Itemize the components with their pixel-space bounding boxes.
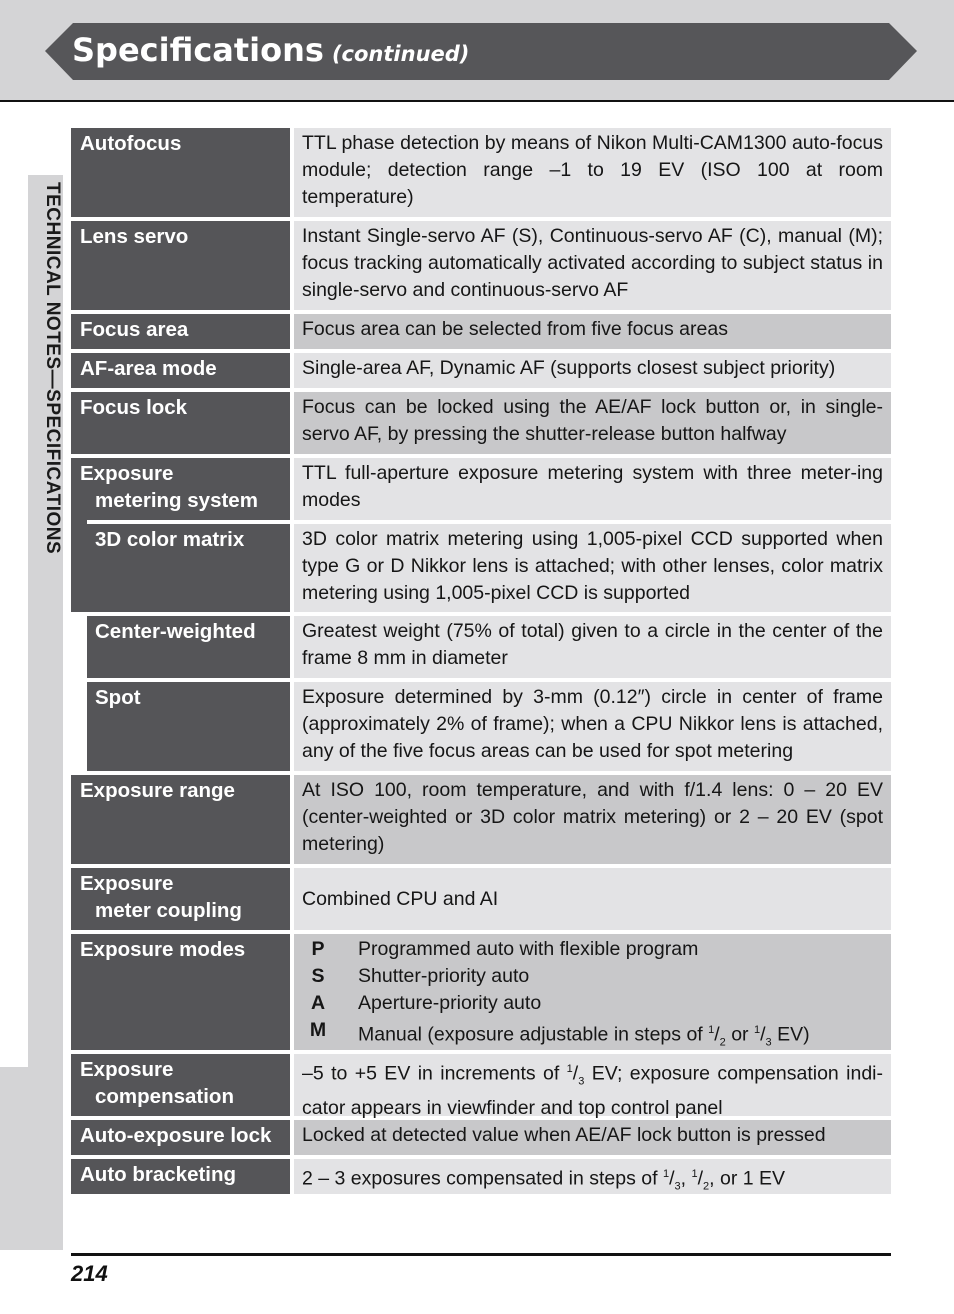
text-fragment: ,: [680, 1167, 692, 1190]
row-value: TTL full-aperture exposure metering system with three meter-ing modes: [294, 458, 891, 520]
fraction-numerator: 1: [708, 1024, 715, 1036]
text-fragment: EV): [771, 1023, 810, 1046]
text-fragment: 2 – 3 exposures compensated in steps of: [302, 1167, 663, 1190]
table-row: [71, 128, 891, 217]
side-tab-label: TECHNICAL NOTES—SPECIFICATIONS: [42, 182, 63, 555]
mode-letter: M: [309, 1019, 327, 1041]
row-value: Locked at detected value when AE/AF lock button is pressed: [294, 1120, 891, 1155]
row-label-spine: [71, 520, 87, 612]
row-label: Autofocus: [71, 128, 290, 217]
row-value: Single-area AF, Dynamic AF (supports closest subject priority): [294, 353, 891, 388]
row-label: [71, 868, 290, 930]
row-label-line: Exposure: [80, 1058, 174, 1081]
mode-description: Manual (exposure adjustable in steps of $^1/_2$ or $^1/_3$ EV): [358, 1023, 810, 1049]
row-value: Exposure determined by 3-mm (0.12″) circle in center of frame (approximately 2% of frame); when a CPU Nikkor lens is attached, any of the five focus areas can be used for spot metering: [294, 682, 891, 771]
fraction-numerator: 1: [566, 1063, 573, 1075]
row-label: Auto-exposure lock: [71, 1120, 290, 1155]
text-fragment: , or 1 EV: [709, 1167, 786, 1190]
text-fragment: Manual (exposure adjustable in steps of: [358, 1023, 709, 1046]
title-main: Specifications: [72, 31, 324, 69]
table-row: [71, 353, 891, 388]
row-label: Exposure modes: [71, 934, 290, 1050]
page-title: [72, 27, 469, 73]
table-row: [71, 458, 891, 520]
side-notch: [0, 175, 28, 1067]
row-sublabel: Spot: [87, 682, 290, 771]
table-row: [71, 392, 891, 454]
row-label-line: meter coupling: [95, 899, 242, 922]
row-sublabel: Center-weighted: [87, 616, 290, 678]
row-value: 3D color matrix metering using 1,005-pixel CCD supported when type G or D Nikkor lens is attached; with other lenses, color matrix metering using 1,005-pixel CCD is supported: [294, 524, 891, 612]
mode-description: Aperture-priority auto: [358, 992, 542, 1014]
row-value: TTL phase detection by means of Nikon Multi-CAM1300 auto-focus module; detection range –1 to 19 EV (ISO 100 at room temperature): [294, 128, 891, 217]
row-label-line: Exposure: [80, 872, 174, 895]
row-value: Focus area can be selected from five focus areas: [294, 314, 891, 349]
table-row: [71, 1120, 891, 1155]
row-value: 2 – 3 exposures compensated in steps of $^1/_3$, $^1/_2$, or 1 EV: [294, 1159, 891, 1194]
row-value: Focus can be locked using the AE/AF lock button or, in single-servo AF, by pressing the shutter-release button halfway: [294, 392, 891, 454]
row-label: [71, 1054, 290, 1116]
text-fragment: –5 to +5 EV in increments of: [302, 1062, 567, 1085]
row-sublabel: 3D color matrix: [87, 524, 290, 612]
mode-letter: P: [311, 938, 325, 960]
row-value: At ISO 100, room temperature, and with f/1.4 lens: 0 – 20 EV (center-weighted or 3D color matrix metering) or 2 – 20 EV (spot metering): [294, 775, 891, 864]
table-row: [71, 775, 891, 864]
fraction-denominator: 2: [703, 1180, 710, 1193]
row-value: Combined CPU and AI: [294, 868, 891, 930]
fraction-denominator: 2: [719, 1036, 726, 1049]
row-label: Exposure range: [71, 775, 290, 864]
text-fragment: or: [725, 1023, 754, 1046]
title-subtitle: (continued): [331, 42, 470, 66]
row-value: –5 to +5 EV in increments of $^1/_3$ EV; exposure compensation indi-cator appears in viewfinder and top control panel: [294, 1054, 891, 1116]
fraction-denominator: 3: [765, 1036, 772, 1049]
footer-rule: [71, 1253, 891, 1256]
table-row: [71, 221, 891, 310]
fraction-numerator: 1: [662, 1168, 670, 1180]
row-value: [294, 934, 891, 1050]
row-label-line: metering system: [95, 489, 258, 512]
row-label: Focus area: [71, 314, 290, 349]
row-label: Lens servo: [71, 221, 290, 310]
text-fragment: EV; exposure compensation indi-cator appears in viewfinder and top control panel: [302, 1062, 883, 1120]
row-value: Instant Single-servo AF (S), Continuous-servo AF (C), manual (M); focus tracking automatically activated according to subject status in single-servo and continuous-servo AF: [294, 221, 891, 310]
row-value: Greatest weight (75% of total) given to a circle in the center of the frame 8 mm in diameter: [294, 616, 891, 678]
row-label-line: compensation: [95, 1085, 234, 1108]
table-row: [71, 1159, 891, 1194]
row-label: AF-area mode: [71, 353, 290, 388]
row-label: Focus lock: [71, 392, 290, 454]
fraction-numerator: 1: [753, 1024, 761, 1036]
mode-letter: S: [311, 965, 325, 987]
table-row: [71, 520, 891, 612]
table-row: [71, 1054, 891, 1120]
mode-description: Shutter-priority auto: [358, 965, 530, 987]
row-label: Auto bracketing: [71, 1159, 290, 1194]
fraction-denominator: 3: [674, 1180, 681, 1193]
table-row: [71, 616, 891, 678]
exposure-modes-list: [302, 936, 883, 1056]
table-row: [71, 314, 891, 349]
mode-letter: A: [310, 992, 326, 1014]
row-label-line: Exposure: [80, 462, 174, 485]
row-label: [71, 458, 290, 520]
table-row: [71, 868, 891, 930]
table-row: [71, 682, 891, 771]
mode-description: Programmed auto with flexible program: [358, 938, 699, 960]
table-row: [71, 934, 891, 1050]
page-number: 214: [71, 1261, 108, 1286]
fraction-denominator: 3: [578, 1075, 585, 1088]
fraction-numerator: 1: [691, 1168, 698, 1180]
